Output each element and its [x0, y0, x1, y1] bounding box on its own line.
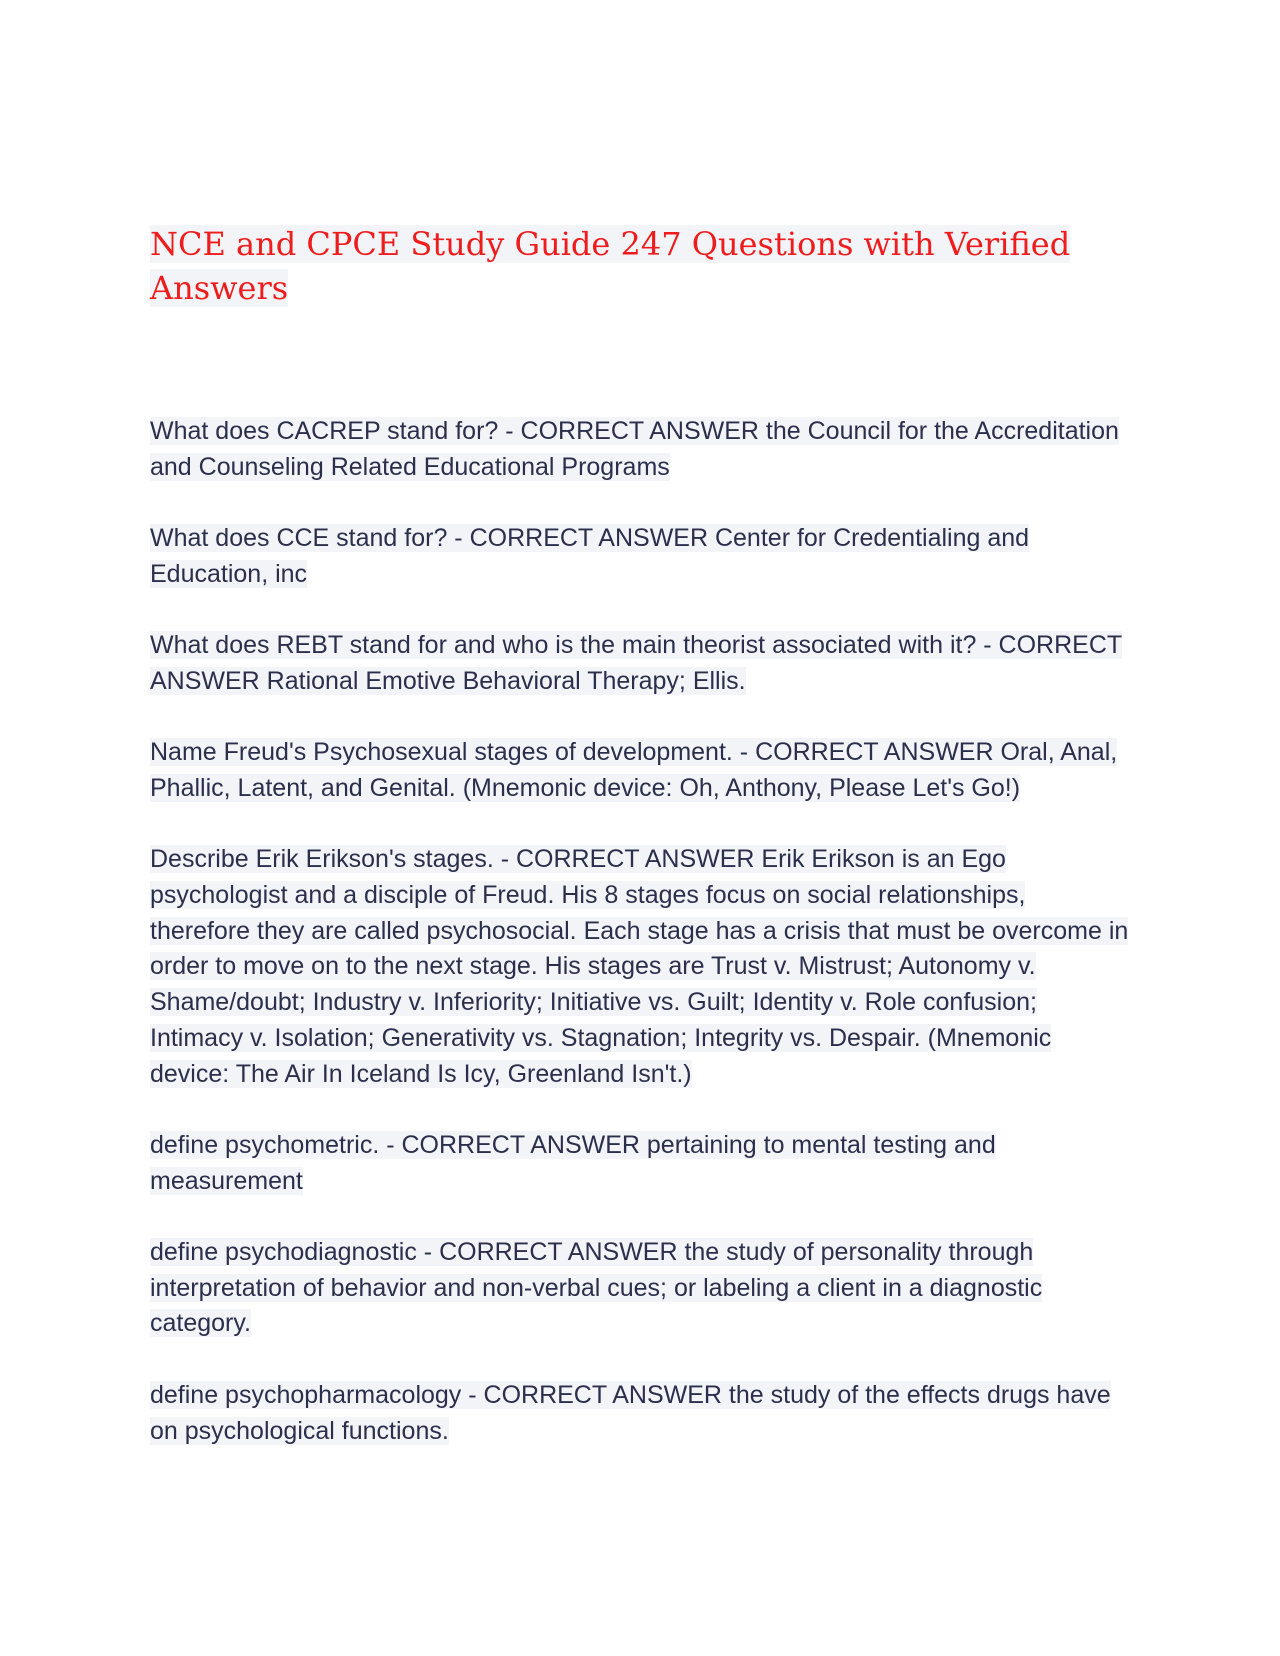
qa-entry-text: Name Freud's Psychosexual stages of development. - CORRECT ANSWER Oral, Anal, Phallic, Latent, and Genital. (Mnemonic device: Oh, Anthony, Please Let's Go!) — [150, 738, 1118, 802]
qa-entry — [150, 1235, 1130, 1342]
qa-entry-text: define psychodiagnostic - CORRECT ANSWER the study of personality through interpretation of behavior and non-verbal cues; or labeling a client in a diagnostic category. — [150, 1238, 1043, 1338]
qa-entry-text: What does CACREP stand for? - CORRECT ANSWER the Council for the Accreditation and Counseling Related Educational Programs — [150, 417, 1119, 481]
document-title — [150, 222, 1130, 310]
qa-entry-text: What does REBT stand for and who is the main theorist associated with it? - CORRECT ANSWER Rational Emotive Behavioral Therapy; Ellis. — [150, 631, 1123, 695]
qa-entry — [150, 735, 1130, 806]
qa-entry — [150, 1378, 1130, 1449]
qa-entry-text: define psychopharmacology - CORRECT ANSWER the study of the effects drugs have on psychological functions. — [150, 1380, 1111, 1445]
qa-entry — [150, 521, 1130, 592]
qa-entry — [150, 414, 1130, 485]
qa-entry — [150, 628, 1130, 699]
qa-entry-text: What does CCE stand for? - CORRECT ANSWER Center for Credentialing and Education, inc — [150, 524, 1030, 588]
qa-entry — [150, 1128, 1130, 1199]
question-list — [150, 414, 1130, 1485]
qa-entry — [150, 842, 1130, 1092]
qa-entry-text: define psychometric. - CORRECT ANSWER pertaining to mental testing and measurement — [150, 1130, 996, 1195]
qa-entry-text: Describe Erik Erikson's stages. - CORRECT ANSWER Erik Erikson is an Ego psychologist and a disciple of Freud. His 8 stages focus on social relationships, therefore they are called psychosocial. Each stage has a crisis that must be overcome in order to move on to the next stage. His stages are Trust v. Mistrust; Autonomy v. Shame/doubt; Industry v. Inferiority; Initiative vs. Guilt; Identity v. Role confusion; Intimacy v. Isolation; Generativity vs. Stagnation; Integrity vs. Despair. (Mnemonic device: The Air In Iceland Is Icy, Greenland Isn't.) — [150, 845, 1129, 1088]
document-title-text: NCE and CPCE Study Guide 247 Questions with Verified Answers — [150, 225, 1071, 307]
